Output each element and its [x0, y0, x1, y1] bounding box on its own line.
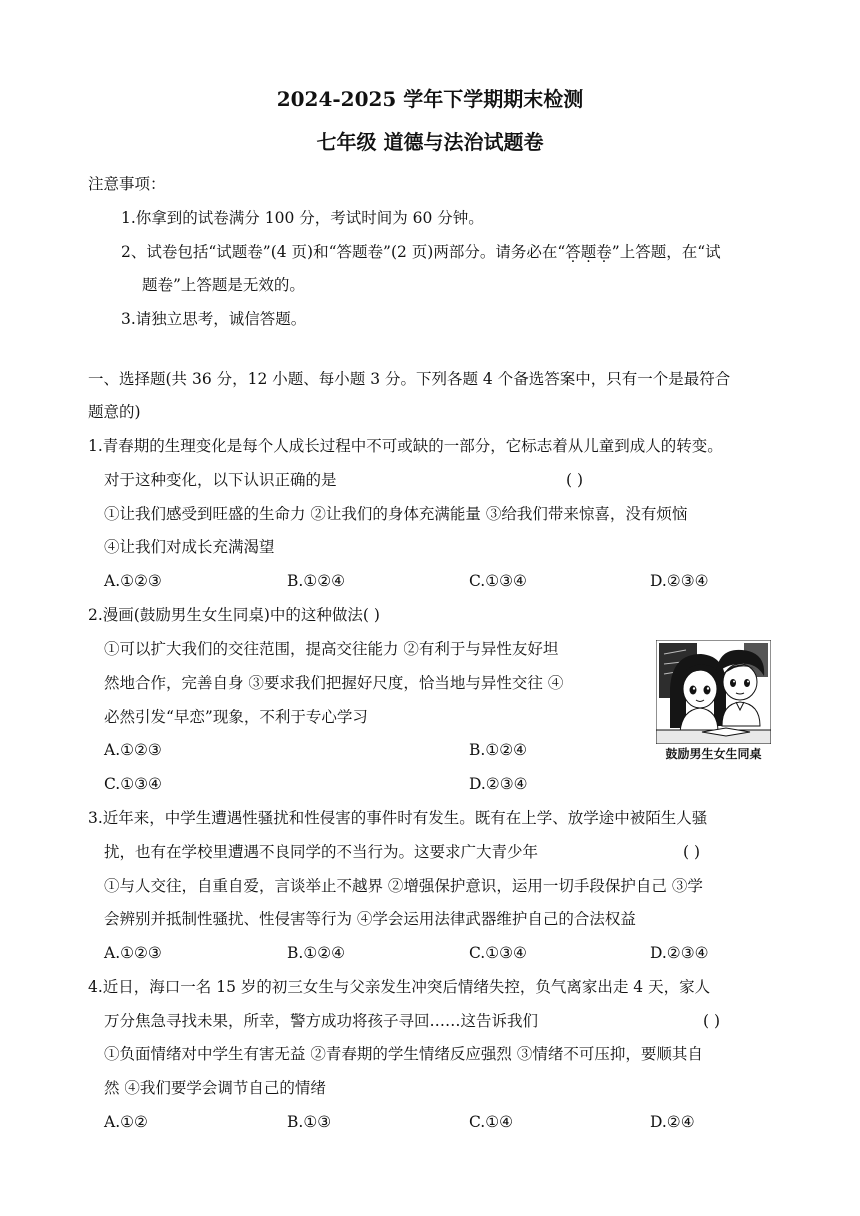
question-3-answer-bracket: ( ) [683, 843, 701, 861]
notice-item-2-cont: 题卷”上答题是无效的。 [142, 276, 305, 294]
cartoon-image [656, 640, 771, 765]
question-3-statements-cont: 会辨别并抵制性骚扰、性侵害等行为 ④学会运用法律武器维护自己的合法权益 [104, 910, 636, 928]
question-3-choice-a: A.①②③ [104, 944, 162, 962]
notice-item-3: 3.请独立思考，诚信答题。 [121, 310, 307, 328]
question-3-stem-cont: 扰，也有在学校里遭遇不良同学的不当行为。这要求广大青少年 [104, 843, 539, 861]
question-1-choice-c: C.①③④ [469, 572, 527, 590]
question-1-answer-bracket: ( ) [566, 471, 584, 489]
notice-item-1: 1.你拿到的试卷满分 100 分，考试时间为 60 分钟。 [121, 209, 484, 227]
question-2-statements-cont2: 必然引发“早恋”现象，不利于专心学习 [104, 708, 368, 726]
question-4-statements: ①负面情绪对中学生有害无益 ②青春期的学生情绪反应强烈 ③情绪不可压抑，要顺其自 [104, 1045, 703, 1063]
question-3-choice-d: D.②③④ [650, 944, 709, 962]
question-4-answer-bracket: ( ) [703, 1012, 721, 1030]
question-1-stem: 1.青春期的生理变化是每个人成长过程中不可或缺的一部分，它标志着从儿童到成人的转变。 [88, 437, 723, 455]
exam-subtitle: 七年级 道德与法治试题卷 [316, 130, 544, 154]
question-4-stem: 4.近日，海口一名 15 岁的初三女生与父亲发生冲突后情绪失控，负气离家出走 4 天，家人 [88, 978, 711, 996]
question-4-choice-d: D.②④ [650, 1113, 695, 1131]
question-3-choice-b: B.①②④ [287, 944, 346, 962]
question-2-choice-a: A.①②③ [104, 741, 162, 759]
section-heading: 一、选择题(共 36 分，12 小题、每小题 3 分。下列各题 4 个备选答案中，只有一个是最符合 [88, 370, 731, 388]
question-4-choice-b: B.①③ [287, 1113, 332, 1131]
cartoon-caption: 鼓励男生女生同桌 [665, 747, 762, 761]
question-2-choice-b: B.①②④ [469, 741, 528, 759]
question-3-choice-c: C.①③④ [469, 944, 527, 962]
question-2-stem: 2.漫画(鼓励男生女生同桌)中的这种做法( ) [88, 606, 380, 624]
question-2-choice-d: D.②③④ [469, 775, 528, 793]
question-2-statements-cont: 然地合作，完善自身 ③要求我们把握好尺度，恰当地与异性交往 ④ [104, 674, 564, 692]
question-4-statements-cont: 然 ④我们要学会调节自己的情绪 [104, 1079, 326, 1097]
question-4-choice-a: A.①② [104, 1113, 148, 1131]
question-3-statements: ①与人交往，自重自爱，言谈举止不越界 ②增强保护意识，运用一切手段保护自己 ③学 [104, 877, 703, 895]
question-4-stem-cont: 万分焦急寻找未果，所幸，警方成功将孩子寻回……这告诉我们 [104, 1012, 539, 1030]
question-3-stem: 3.近年来，中学生遭遇性骚扰和性侵害的事件时有发生。既有在上学、放学途中被陌生人骚 [88, 809, 708, 827]
notice-item-2: 2、试卷包括“试题卷”(4 页)和“答题卷”(2 页)两部分。请务必在“答题卷”上答题，在“试 [121, 243, 721, 261]
question-1-choice-b: B.①②④ [287, 572, 346, 590]
question-2-choice-c: C.①③④ [104, 775, 162, 793]
question-1-choice-a: A.①②③ [104, 572, 162, 590]
question-1-stem-cont: 对于这种变化，以下认识正确的是 [104, 471, 337, 489]
question-1-choice-d: D.②③④ [650, 572, 709, 590]
question-1-statements-cont: ④让我们对成长充满渴望 [104, 538, 275, 556]
exam-title: 2024-2025 学年下学期期末检测 [276, 87, 584, 111]
notice-heading: 注意事项： [88, 175, 166, 193]
section-heading-cont: 题意的) [88, 403, 141, 421]
question-2-statements: ①可以扩大我们的交往范围，提高交往能力 ②有利于与异性友好坦 [104, 640, 559, 658]
question-1-statements: ①让我们感受到旺盛的生命力 ②让我们的身体充满能量 ③给我们带来惊喜，没有烦恼 [104, 505, 688, 523]
question-4-choice-c: C.①④ [469, 1113, 514, 1131]
cartoon-illustration [656, 640, 771, 744]
